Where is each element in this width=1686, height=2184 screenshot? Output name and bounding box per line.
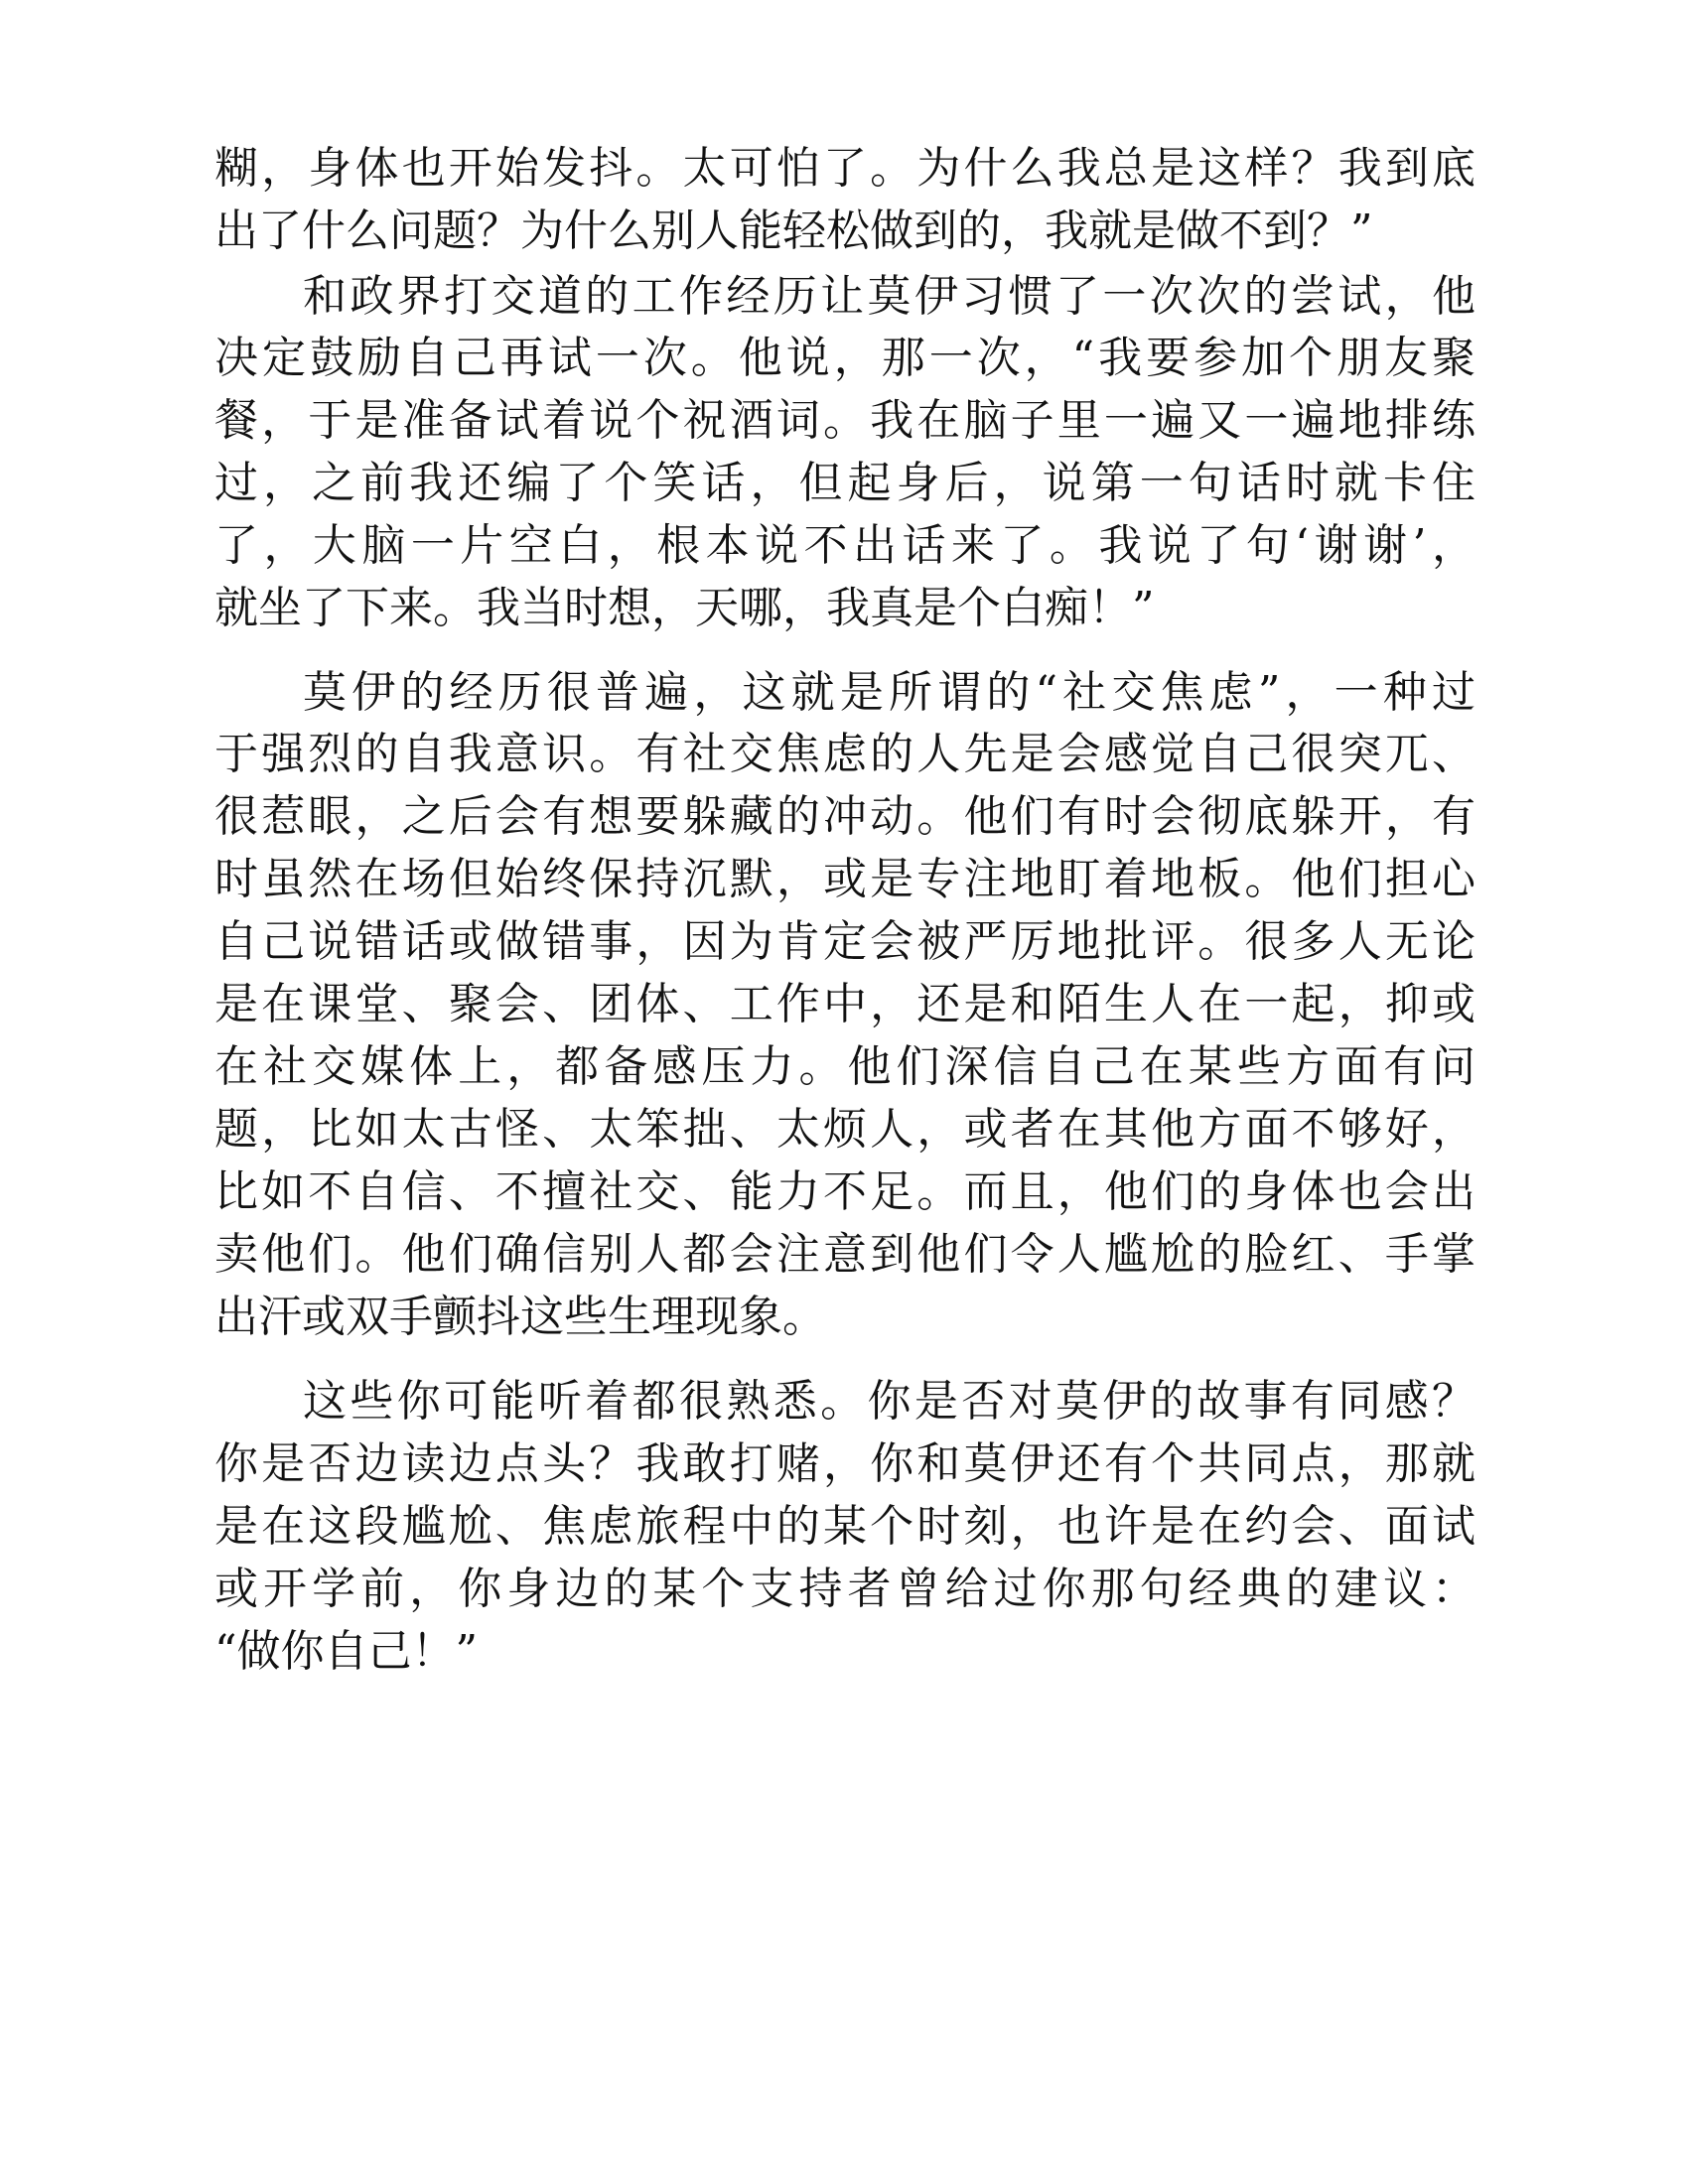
paragraph-3-line-11: 出汗或双手颤抖这些生理现象。	[214, 1292, 826, 1342]
paragraph-3-line-8: 题，比如太古怪、太笨拙、太烦人，或者在其他方面不够好，	[214, 1104, 1475, 1155]
paragraph-1-line-2: 出了什么问题？为什么别人能轻松做到的，我就是做不到？”	[214, 205, 1373, 256]
paragraph-3-line-7: 在社交媒体上，都备感压力。他们深信自己在某些方面有问	[214, 1041, 1475, 1092]
paragraph-4-line-4: 或开学前，你身边的某个支持者曾给过你那句经典的建议：	[214, 1564, 1475, 1614]
paragraph-3-line-1: 莫伊的经历很普遍，这就是所谓的“社交焦虑”，一种过	[303, 667, 1475, 718]
paragraph-3-line-9: 比如不自信、不擅社交、能力不足。而且，他们的身体也会出	[214, 1166, 1475, 1217]
paragraph-3-line-4: 时虽然在场但始终保持沉默，或是专注地盯着地板。他们担心	[214, 854, 1475, 904]
paragraph-2-line-4: 过，之前我还编了个笑话，但起身后，说第一句话时就卡住	[214, 458, 1475, 508]
paragraph-3-line-5: 自己说错话或做错事，因为肯定会被严厉地批评。很多人无论	[214, 916, 1475, 967]
paragraph-2-line-2: 决定鼓励自己再试一次。他说，那一次，“我要参加个朋友聚	[214, 333, 1475, 383]
paragraph-2-line-6: 就坐了下来。我当时想，天哪，我真是个白痴！”	[214, 583, 1155, 633]
paragraph-2-line-1: 和政界打交道的工作经历让莫伊习惯了一次次的尝试，他	[303, 271, 1475, 322]
paragraph-2-line-5: 了，大脑一片空白，根本说不出话来了。我说了句‘谢谢’，	[214, 520, 1475, 571]
paragraph-3-line-2: 于强烈的自我意识。有社交焦虑的人先是会感觉自己很突兀、	[214, 729, 1475, 779]
paragraph-3-line-10: 卖他们。他们确信别人都会注意到他们令人尴尬的脸红、手掌	[214, 1229, 1475, 1280]
paragraph-2-line-3: 餐，于是准备试着说个祝酒词。我在脑子里一遍又一遍地排练	[214, 395, 1475, 446]
paragraph-1-line-1: 糊，身体也开始发抖。太可怕了。为什么我总是这样？我到底	[214, 143, 1475, 194]
paragraph-3-line-6: 是在课堂、聚会、团体、工作中，还是和陌生人在一起，抑或	[214, 979, 1475, 1029]
paragraph-4-line-2: 你是否边读边点头？我敢打赌，你和莫伊还有个共同点，那就	[214, 1438, 1475, 1489]
paragraph-4-line-5: “做你自己！”	[214, 1626, 478, 1677]
paragraph-4-line-1: 这些你可能听着都很熟悉。你是否对莫伊的故事有同感？	[303, 1376, 1475, 1427]
paragraph-3-line-3: 很惹眼，之后会有想要躲藏的冲动。他们有时会彻底躲开，有	[214, 791, 1475, 842]
paragraph-4-line-3: 是在这段尴尬、焦虑旅程中的某个时刻，也许是在约会、面试	[214, 1501, 1475, 1552]
